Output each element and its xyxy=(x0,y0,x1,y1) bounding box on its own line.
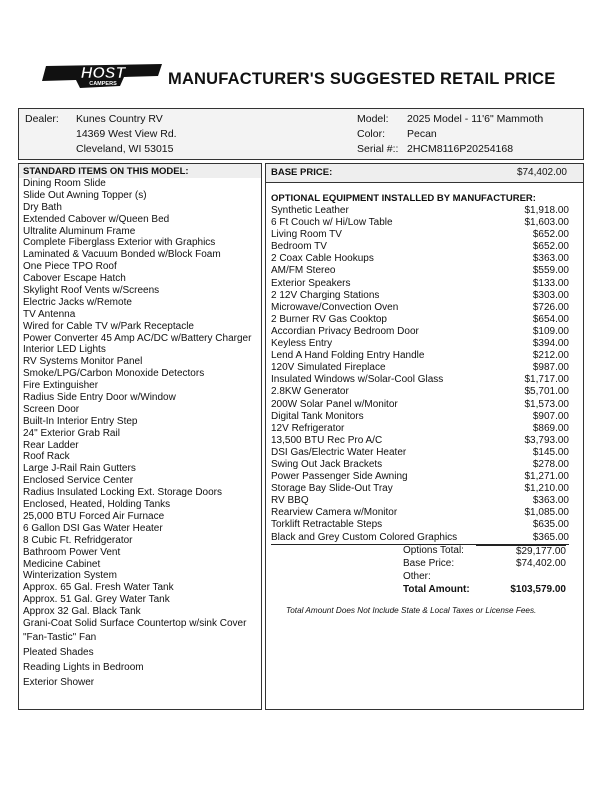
option-price: $1,918.00 xyxy=(524,205,569,216)
option-name: Insulated Windows w/Solar-Cool Glass xyxy=(271,374,444,386)
option-price: $987.00 xyxy=(532,362,569,374)
standard-items-heading: STANDARD ITEMS ON THIS MODEL: xyxy=(23,166,189,177)
standard-item: Slide Out Awning Topper (s) xyxy=(23,189,147,201)
standard-item: Power Converter 45 Amp AC/DC w/Battery Charger xyxy=(23,332,252,344)
option-price: $109.00 xyxy=(532,325,569,337)
option-row xyxy=(271,483,569,495)
standard-items-panel xyxy=(18,163,262,710)
option-row xyxy=(271,423,569,435)
standard-item: Rear Ladder xyxy=(23,439,79,451)
option-name: Living Room TV xyxy=(271,229,342,241)
standard-item: Wired for Cable TV w/Park Receptacle xyxy=(23,320,194,332)
standard-item: 6 Gallon DSI Gas Water Heater xyxy=(23,522,163,534)
options-total-value: $29,177.00 xyxy=(476,545,566,559)
standard-item: Enclosed, Heated, Holding Tanks xyxy=(23,499,171,511)
model-value: 2025 Model - 11'6" Mammoth xyxy=(407,113,544,125)
standard-item: "Fan-Tastic" Fan xyxy=(23,631,97,643)
option-name: 2 Coax Cable Hookups xyxy=(271,253,374,265)
option-row xyxy=(271,314,569,326)
option-name: Black and Grey Custom Colored Graphics xyxy=(271,531,458,543)
option-row xyxy=(271,411,569,423)
standard-item: Exterior Shower xyxy=(23,676,95,688)
option-row xyxy=(271,362,569,374)
base-price-row xyxy=(266,164,583,183)
option-price: $363.00 xyxy=(532,253,569,265)
other-label: Other: xyxy=(403,571,431,582)
standard-item: TV Antenna xyxy=(23,308,76,320)
option-price: $363.00 xyxy=(532,495,569,507)
standard-item: Extended Cabover w/Queen Bed xyxy=(23,213,170,225)
options-total-label: Options Total: xyxy=(403,545,464,556)
option-name: Power Passenger Side Awning xyxy=(271,471,408,483)
standard-item: 8 Cubic Ft. Refridgerator xyxy=(23,534,133,546)
totals-base-price-label: Base Price: xyxy=(403,558,455,569)
option-price: $559.00 xyxy=(532,265,569,277)
option-price: $1,717.00 xyxy=(524,374,569,386)
standard-item: Radius Side Entry Door w/Window xyxy=(23,392,176,404)
option-name: Digital Tank Monitors xyxy=(271,410,364,422)
standard-item: One Piece TPO Roof xyxy=(23,261,117,273)
option-price: $1,271.00 xyxy=(524,471,569,483)
option-name: Accordian Privacy Bedroom Door xyxy=(271,325,419,337)
option-name: 2 Burner RV Gas Cooktop xyxy=(271,313,387,325)
option-price: $635.00 xyxy=(532,519,569,531)
option-name: DSI Gas/Electric Water Heater xyxy=(271,446,407,458)
option-name: RV BBQ xyxy=(271,495,309,507)
standard-item: RV Systems Monitor Panel xyxy=(23,356,143,368)
standard-item: Bathroom Power Vent xyxy=(23,546,121,558)
option-row xyxy=(271,290,569,302)
standard-item: Reading Lights in Bedroom xyxy=(23,661,144,673)
standard-item: Dry Bath xyxy=(23,201,62,213)
standard-item: Cabover Escape Hatch xyxy=(23,273,126,285)
option-price: $1,210.00 xyxy=(524,483,569,495)
base-price-label: BASE PRICE: xyxy=(271,167,333,178)
option-row xyxy=(271,278,569,290)
option-name: 200W Solar Panel w/Monitor xyxy=(271,398,398,410)
option-row xyxy=(271,253,569,265)
standard-item: Electric Jacks w/Remote xyxy=(23,296,132,308)
option-name: 12V Refrigerator xyxy=(271,422,345,434)
standard-item: Complete Fiberglass Exterior with Graphics xyxy=(23,237,216,249)
option-price: $278.00 xyxy=(532,458,569,470)
dealer-address-line2: Cleveland, WI 53015 xyxy=(76,143,174,155)
option-name: Keyless Entry xyxy=(271,338,333,350)
option-row xyxy=(271,229,569,241)
option-row xyxy=(271,374,569,386)
serial-label: Serial #:: xyxy=(357,143,399,155)
total-amount-value: $103,579.00 xyxy=(510,584,566,595)
option-price: $869.00 xyxy=(532,422,569,434)
standard-item: Laminated & Vacuum Bonded w/Block Foam xyxy=(23,249,221,261)
model-label: Model: xyxy=(357,113,389,125)
standard-item: 24" Exterior Grab Rail xyxy=(23,427,120,439)
standard-item: Screen Door xyxy=(23,403,80,415)
option-price: $654.00 xyxy=(532,313,569,325)
option-price: $5,701.00 xyxy=(524,386,569,398)
option-name: Exterior Speakers xyxy=(271,277,351,289)
dealer-info-box xyxy=(18,108,584,160)
option-price: $145.00 xyxy=(532,446,569,458)
option-name: Storage Bay Slide-Out Tray xyxy=(271,483,393,495)
option-row xyxy=(271,507,569,519)
option-name: Torklift Retractable Steps xyxy=(271,519,383,531)
option-name: Microwave/Convection Oven xyxy=(271,301,399,313)
option-price: $652.00 xyxy=(532,241,569,253)
color-value: Pecan xyxy=(407,128,437,140)
page-title: MANUFACTURER'S SUGGESTED RETAIL PRICE xyxy=(168,70,556,88)
option-row xyxy=(271,241,569,253)
option-row xyxy=(271,447,569,459)
option-row xyxy=(271,350,569,362)
option-price: $1,603.00 xyxy=(524,217,569,229)
base-price-value: $74,402.00 xyxy=(516,167,567,178)
standard-item: Winterization System xyxy=(23,570,117,582)
standard-item: Medicine Cabinet xyxy=(23,558,101,570)
option-row xyxy=(271,338,569,350)
option-price: $652.00 xyxy=(532,229,569,241)
standard-item: Radius Insulated Locking Ext. Storage Doors xyxy=(23,487,222,499)
option-price: $1,573.00 xyxy=(524,398,569,410)
total-amount-label: Total Amount: xyxy=(403,584,470,595)
option-name: 13,500 BTU Rec Pro A/C xyxy=(271,434,383,446)
option-name: Bedroom TV xyxy=(271,241,327,253)
host-campers-logo xyxy=(40,62,166,98)
logo-text: HOST xyxy=(80,65,126,82)
option-name: Synthetic Leather xyxy=(271,205,349,216)
option-row xyxy=(271,265,569,277)
option-row xyxy=(271,471,569,483)
color-label: Color: xyxy=(357,128,386,140)
standard-item: 25,000 BTU Forced Air Furnace xyxy=(23,510,165,522)
tax-disclaimer: Total Amount Does Not Include State & Local Taxes or License Fees. xyxy=(286,606,537,615)
dealer-address-line1: 14369 West View Rd. xyxy=(76,128,177,140)
option-name: 6 Ft Couch w/ Hi/Low Table xyxy=(271,217,393,229)
totals-base-price-value: $74,402.00 xyxy=(515,558,566,569)
optional-equipment-heading: OPTIONAL EQUIPMENT INSTALLED BY MANUFACTURER: xyxy=(271,193,536,204)
option-name: Lend A Hand Folding Entry Handle xyxy=(271,350,425,362)
option-row xyxy=(271,435,569,447)
standard-item: Pleated Shades xyxy=(23,646,94,658)
standard-item: Enclosed Service Center xyxy=(23,475,134,487)
option-price: $212.00 xyxy=(532,350,569,362)
option-price: $365.00 xyxy=(532,531,569,543)
standard-item: Skylight Roof Vents w/Screens xyxy=(23,285,160,297)
standard-item: Interior LED Lights xyxy=(23,344,106,356)
standard-item: Large J-Rail Rain Gutters xyxy=(23,463,136,475)
standard-item: Grani-Coat Solid Surface Countertop w/sink Cover xyxy=(23,617,247,629)
standard-item: Built-In Interior Entry Step xyxy=(23,415,138,427)
option-row xyxy=(271,519,569,531)
optional-equipment-list xyxy=(271,205,569,545)
option-name: AM/FM Stereo xyxy=(271,265,336,277)
logo-subtext: CAMPERS xyxy=(89,81,117,87)
standard-item: Approx. 51 Gal. Grey Water Tank xyxy=(23,594,170,606)
dealer-label: Dealer: xyxy=(25,113,59,125)
option-row xyxy=(271,386,569,398)
option-price: $907.00 xyxy=(532,410,569,422)
option-row xyxy=(271,459,569,471)
option-price: $3,793.00 xyxy=(524,434,569,446)
option-row xyxy=(271,532,569,545)
option-row xyxy=(271,495,569,507)
option-row xyxy=(271,399,569,411)
option-row xyxy=(271,302,569,314)
option-name: 2.8KW Generator xyxy=(271,386,349,398)
option-row xyxy=(271,217,569,229)
option-price: $133.00 xyxy=(532,277,569,289)
standard-item: Ultralite Aluminum Frame xyxy=(23,225,136,237)
serial-value: 2HCM8116P20254168 xyxy=(407,143,514,155)
standard-item: Approx 32 Gal. Black Tank xyxy=(23,606,141,618)
option-name: Swing Out Jack Brackets xyxy=(271,458,383,470)
option-price: $303.00 xyxy=(532,289,569,301)
option-price: $1,085.00 xyxy=(524,507,569,519)
standard-item: Roof Rack xyxy=(23,451,70,463)
standard-item: Dining Room Slide xyxy=(23,178,106,189)
pricing-panel xyxy=(265,163,584,710)
standard-item: Fire Extinguisher xyxy=(23,380,99,392)
option-name: 2 12V Charging Stations xyxy=(271,289,380,301)
option-name: Rearview Camera w/Monitor xyxy=(271,507,398,519)
standard-item: Smoke/LPG/Carbon Monoxide Detectors xyxy=(23,368,205,380)
option-name: 120V Simulated Fireplace xyxy=(271,362,386,374)
option-row xyxy=(271,326,569,338)
dealer-name: Kunes Country RV xyxy=(76,113,163,125)
standard-items-list xyxy=(23,178,251,690)
option-row xyxy=(271,205,569,217)
standard-item: Approx. 65 Gal. Fresh Water Tank xyxy=(23,582,174,594)
option-price: $726.00 xyxy=(532,301,569,313)
option-price: $394.00 xyxy=(532,338,569,350)
